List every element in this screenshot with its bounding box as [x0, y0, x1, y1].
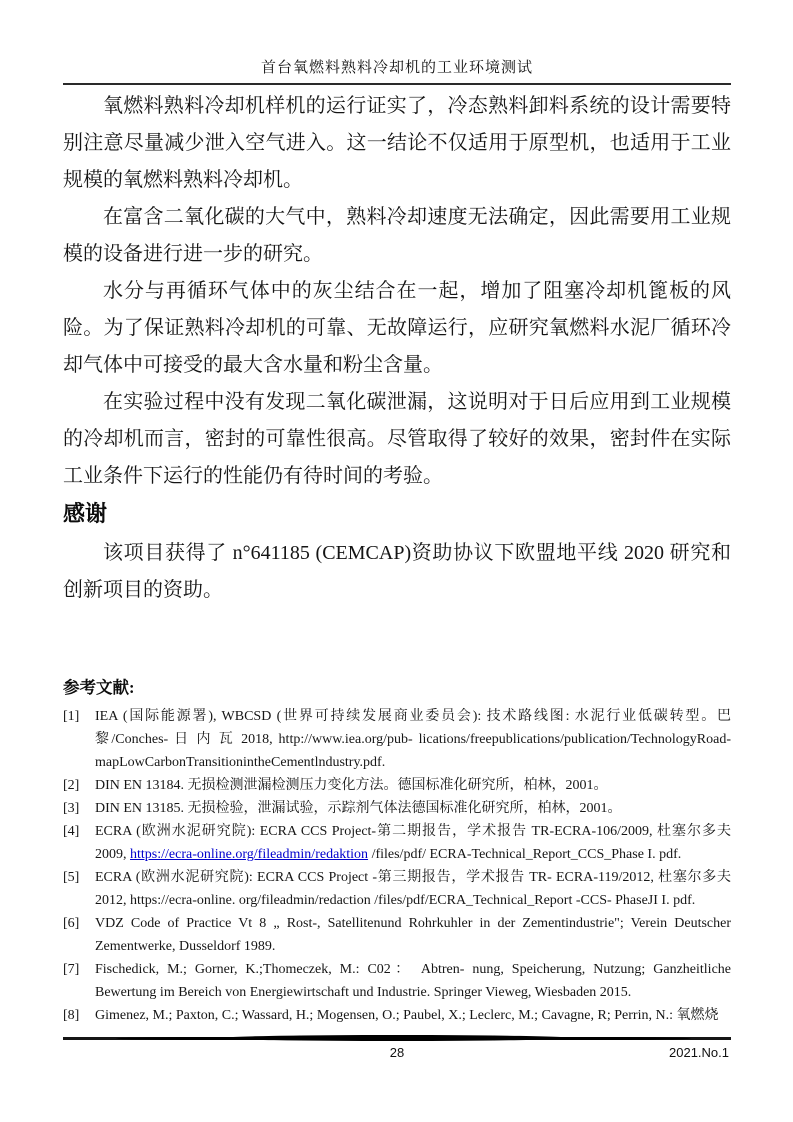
references-list [63, 705, 731, 1027]
body-paragraph-4: 在实验过程中没有发现二氧化碳泄漏，这说明对于日后应用到工业规模的冷却机而言，密封的可靠性很高。尽管取得了较好的效果，密封件在实际工业条件下运行的性能仍有待时间的考验。 [63, 391, 731, 487]
reference-text: ECRA (欧洲水泥研究院): ECRA CCS Project -第三期报告，学术报告 TR- ECRA-119/2012, 杜塞尔多夫 2012, https://ecra-online. org/fileadmin/redaction /files/pdf/ECRA_Technical_Report -CCS- PhaseJI I. pdf. [95, 870, 731, 908]
body-paragraph-3: 水分与再循环气体中的灰尘结合在一起，增加了阻塞冷却机篦板的风险。为了保证熟料冷却机的可靠、无故障运行，应研究氧燃料水泥厂循环冷却气体中可接受的最大含水量和粉尘含量。 [63, 280, 731, 376]
reference-marker: [6] [63, 916, 80, 931]
reference-item [63, 820, 731, 866]
body-paragraph-2: 在富含二氧化碳的大气中，熟料冷却速度无法确定，因此需要用工业规模的设备进行进一步的研究。 [63, 206, 731, 265]
reference-text: DIN EN 13185. 无损检验，泄漏试验，示踪剂气体法德国标准化研究所，柏林，2001。 [95, 801, 622, 816]
reference-text-post: /files/pdf/ ECRA-Technical_Report_CCS_Phase I. pdf. [368, 847, 682, 862]
acknowledgements-text: 该项目获得了 n°641185 (CEMCAP)资助协议下欧盟地平线 2020 研究和创新项目的资助。 [63, 542, 731, 601]
page-footer [63, 1034, 731, 1065]
footer-rule [63, 1034, 731, 1042]
running-title: 首台氧燃料熟料冷却机的工业环境测试 [260, 60, 533, 76]
issue-label: 2021.No.1 [669, 1045, 729, 1060]
article-body [63, 85, 731, 495]
reference-marker: [3] [63, 801, 80, 816]
references-heading: 参考文献: [63, 678, 135, 697]
reference-text [95, 824, 731, 862]
reference-item [63, 958, 731, 1004]
page-number: 28 [389, 1045, 405, 1060]
footer-rule-thick-right [504, 1037, 691, 1041]
reference-marker: [7] [63, 962, 80, 977]
reference-item [63, 774, 731, 797]
acknowledgements-heading: 感谢 [63, 501, 108, 526]
reference-text: Gimenez, M.; Paxton, C.; Wassard, H.; Mogensen, O.; Paubel, X.; Leclerc, M.; Cavagne, R; Perrin, N.: 氧燃烧 [95, 1008, 719, 1023]
reference-item [63, 912, 731, 958]
reference-marker: [4] [63, 824, 80, 839]
reference-text: IEA (国际能源署), WBCSD (世界可持续发展商业委员会): 技术路线图: 水泥行业低碳转型。巴黎/Conches- 日 内 瓦 2018, http://www.iea.org/pub- lications/freepublications/publication/TechnologyRoad- mapLowCarbonTransitionintheCementlndustry.pdf. [95, 709, 731, 770]
reference-marker: [8] [63, 1008, 80, 1023]
reference-item [63, 1004, 731, 1027]
body-paragraph-1: 氧燃料熟料冷却机样机的运行证实了，冷态熟料卸料系统的设计需要特别注意尽量减少泄入空气进入。这一结论不仅适用于原型机，也适用于工业规模的氧燃料熟料冷却机。 [63, 95, 731, 191]
reference-marker: [1] [63, 709, 80, 724]
reference-marker: [2] [63, 778, 80, 793]
reference-marker: [5] [63, 870, 80, 885]
reference-text: DIN EN 13184. 无损检测泄漏检测压力变化方法。德国标准化研究所，柏林，2001。 [95, 778, 608, 793]
ecra-redaktion-link[interactable]: https://ecra-online.org/fileadmin/redaktion [130, 847, 369, 862]
reference-item [63, 866, 731, 912]
reference-text: VDZ Code of Practice Vt 8 „ Rost-, Satellitenund Rohrkuhler in der Zementindustrie"; Verein Deutscher Zementwerke, Dusseldorf 1989. [95, 916, 731, 954]
page-header [63, 0, 731, 85]
reference-item [63, 797, 731, 820]
reference-text: Fischedick, M.; Gorner, K.;Thomeczek, M.: C02： Abtren- nung, Speicherung, Nutzung; Ganzheitliche Bewertung im Bereich von Energiewirtschaft und Industrie. Springer Vieweg, Wiesbaden 2015. [95, 962, 731, 1000]
page-content [63, 0, 731, 1027]
reference-item [63, 705, 731, 774]
reference-text-pre: ECRA (欧洲水泥研究院): ECRA CCS Project-第二期报告，学术报告 TR-ECRA-106/2009, 杜塞尔多夫 2009, [95, 824, 731, 862]
footer-row [63, 1045, 731, 1065]
